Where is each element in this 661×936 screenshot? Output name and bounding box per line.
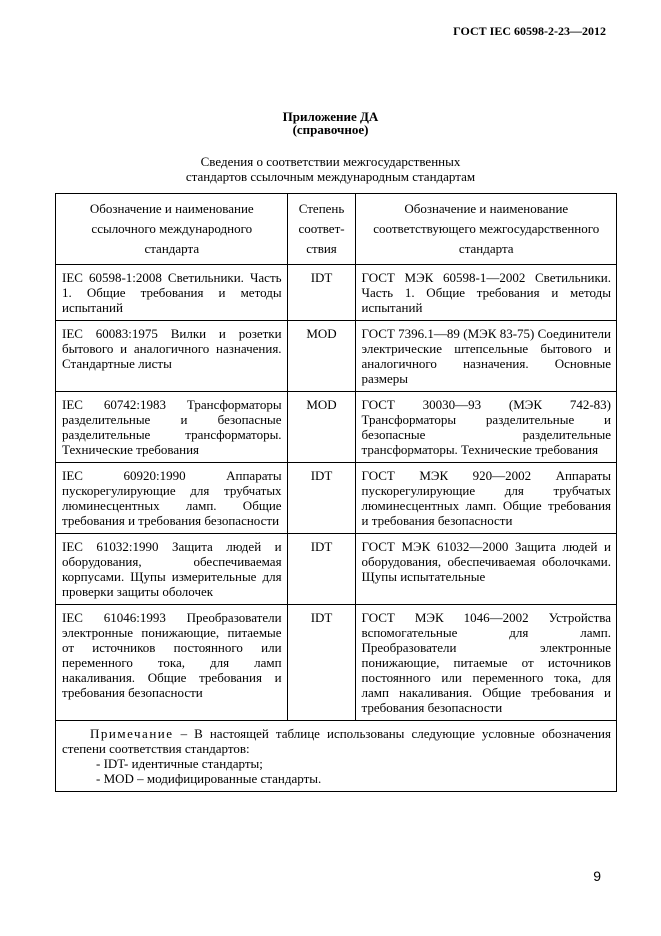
national-standard-cell: ГОСТ МЭК 1046—2002 Устройства вспомогательные для ламп. Преобразователи электронные понижающие, питаемые от источников постоянного или переменного тока, для ламп накаливания. Общие требования и требования безопасности [355,605,616,721]
table-row [56,605,617,721]
header-ref-standard [56,194,288,265]
degree-cell: IDT [287,463,355,534]
header-degree [287,194,355,265]
header-national-standard [355,194,616,265]
appendix-title-block [0,110,661,136]
table-row [56,463,617,534]
degree-cell: IDT [287,605,355,721]
ref-standard-cell: IEC 60920:1990 Аппараты пускорегулирующие для трубчатых люминесцентных ламп. Общие требования и требования безопасности [56,463,288,534]
table-row [56,321,617,392]
header-ref-line: Обозначение и наименование [89,201,254,216]
ref-standard-cell: IEC 60083:1975 Вилки и розетки бытового и аналогичного назначения. Стандартные листы [56,321,288,392]
header-nat-line: стандарта [458,241,514,256]
national-standard-cell: ГОСТ 7396.1—89 (МЭК 83-75) Соединители электрические штепсельные бытового и аналогичного назначения. Основные размеры [355,321,616,392]
degree-cell: IDT [287,265,355,321]
caption-line-1: Сведения о соответствии межгосударственных [200,154,461,169]
table-row [56,534,617,605]
header-ref-line: стандарта [144,241,200,256]
table-header-row [56,194,617,265]
degree-cell: MOD [287,392,355,463]
header-degree-line: Степень [298,201,345,216]
header-nat-line: соответствующего межгосударственного [373,221,600,236]
table-row [56,265,617,321]
national-standard-cell: ГОСТ МЭК 60598-1—2002 Светильники. Часть 1. Общие требования и методы испытаний [355,265,616,321]
national-standard-cell: ГОСТ МЭК 920—2002 Аппараты пускорегулирующие для трубчатых люминесцентных ламп. Общие требования и требования безопасности [355,463,616,534]
header-nat-line: Обозначение и наименование [404,201,569,216]
national-standard-cell: ГОСТ 30030—93 (МЭК 742-83) Трансформаторы разделительные и безопасные разделительные трансформаторы. Технические требования [355,392,616,463]
ref-standard-cell: IEC 60742:1983 Трансформаторы разделительные и безопасные разделительные трансформаторы. Технические требования [56,392,288,463]
header-degree-line: ствия [306,241,337,256]
national-standard-cell: ГОСТ МЭК 61032—2000 Защита людей и оборудования, обеспечиваемая оболочками. Щупы испытательные [355,534,616,605]
appendix-subtitle: (справочное) [292,122,369,137]
degree-cell: IDT [287,534,355,605]
table-note-row [56,721,617,792]
note-paragraph [62,726,611,756]
degree-cell: MOD [287,321,355,392]
correspondence-table [55,193,617,792]
table-row [56,392,617,463]
table-caption [0,154,661,184]
note-label: Примечание [90,726,174,741]
appendix-title: Приложение ДА [282,109,379,124]
header-ref-line: ссылочного международного [91,221,253,236]
note-item-idt: - IDT- идентичные стандарты; [96,756,263,771]
ref-standard-cell: IEC 61046:1993 Преобразователи электронные понижающие, питаемые от источников постоянного или переменного тока, для ламп накаливания. Общие требования и требования безопасности [56,605,288,721]
ref-standard-cell: IEC 60598-1:2008 Светильники. Часть 1. Общие требования и методы испытаний [56,265,288,321]
table-note [56,721,617,792]
caption-line-2: стандартов ссылочным международным стандартам [185,169,476,184]
ref-standard-cell: IEC 61032:1990 Защита людей и оборудования, обеспечиваемая корпусами. Щупы измерительные для проверки защиты оболочек [56,534,288,605]
page-number: 9 [593,868,601,884]
note-item-mod: - MOD – модифицированные стандарты. [96,771,322,786]
header-degree-line: соответ- [298,221,345,236]
note-text: – В настоящей таблице использованы следующие условные обозначения степени соответствия стандартов: [62,726,611,756]
document-header: ГОСТ IEC 60598-2-23—2012 [453,24,606,38]
